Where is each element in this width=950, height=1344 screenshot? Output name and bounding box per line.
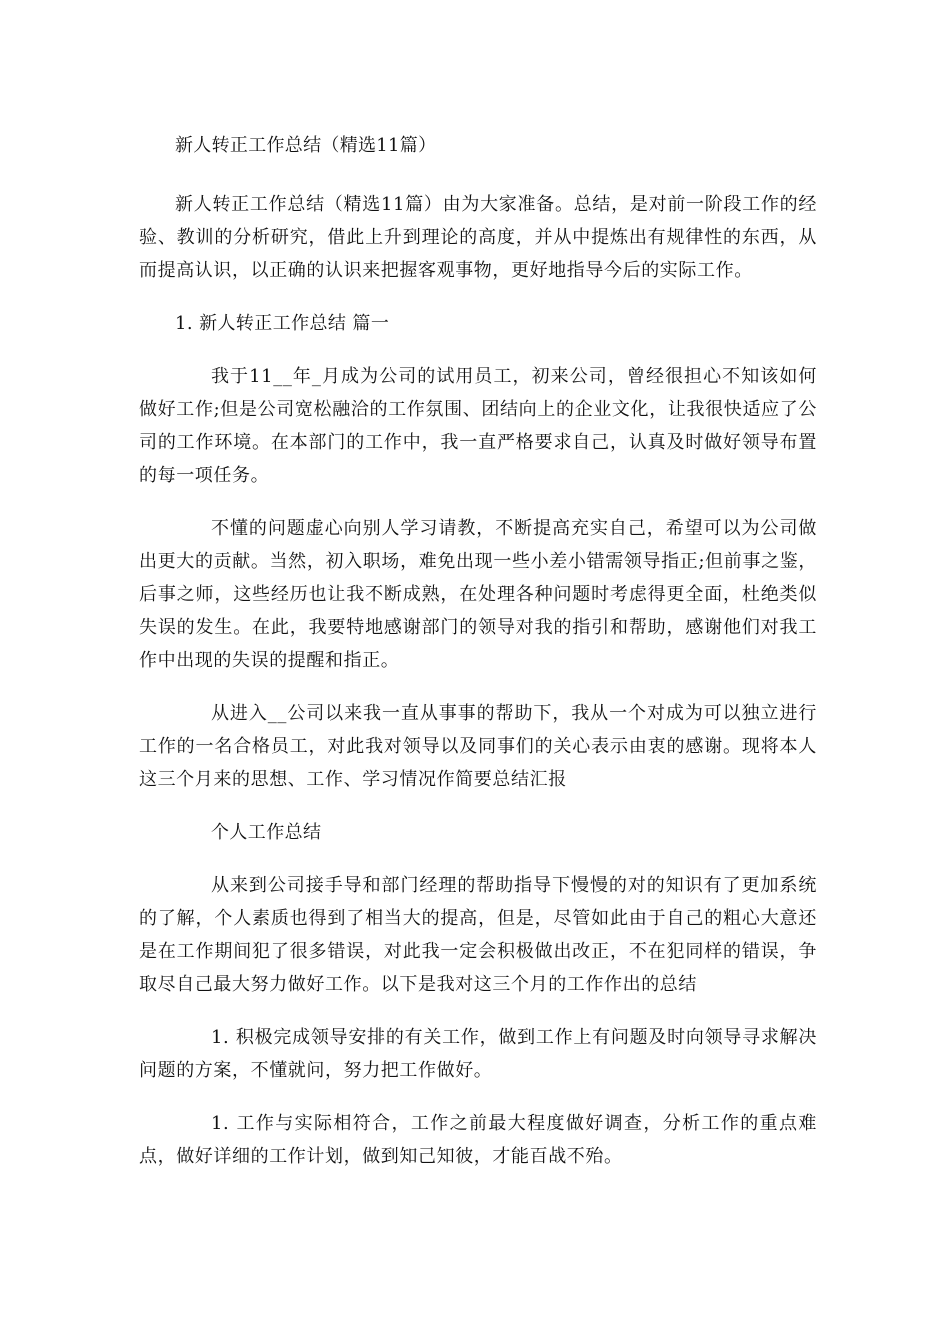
intro-paragraph: 新人转正工作总结（精选11篇）由为大家准备。总结，是对前一阶段工作的经验、教训的分析研究，借此上升到理论的高度，并从中提炼出有规律性的东西，从而提高认识，以正确的认识来把握客观事物，更好地指导今后的实际工作。	[139, 194, 817, 281]
section-heading-1: 1. 新人转正工作总结 篇一	[175, 313, 390, 334]
paragraph-3: 从进入__公司以来我一直从事事的帮助下，我从一个对成为可以独立进行工作的一名合格员工，对此我对领导以及同事们的关心表示由衷的感谢。现将本人这三个月来的思想、工作、学习情况作简要总结汇报	[139, 703, 817, 790]
list-item-2: 1. 工作与实际相符合，工作之前最大程度做好调查，分析工作的重点难点，做好详细的工作计划，做到知己知彼，才能百战不殆。	[139, 1113, 817, 1167]
subheading-personal-summary: 个人工作总结	[211, 822, 322, 843]
document-title: 新人转正工作总结（精选11篇）	[175, 135, 437, 156]
paragraph-2: 不懂的问题虚心向别人学习请教，不断提高充实自己，希望可以为公司做出更大的贡献。当然，初入职场，难免出现一些小差小错需领导指正;但前事之鉴，后事之师，这些经历也让我不断成熟，在处理各种问题时考虑得更全面，杜绝类似失误的发生。在此，我要特地感谢部门的领导对我的指引和帮助，感谢他们对我工作中出现的失误的提醒和指正。	[139, 518, 817, 671]
paragraph-4: 从来到公司接手导和部门经理的帮助指导下慢慢的对的知识有了更加系统的了解，个人素质也得到了相当大的提高，但是，尽管如此由于自己的粗心大意还是在工作期间犯了很多错误，对此我一定会积极做出改正，不在犯同样的错误，争取尽自己最大努力做好工作。以下是我对这三个月的工作作出的总结	[139, 875, 817, 995]
list-item-1: 1. 积极完成领导安排的有关工作，做到工作上有问题及时向领导寻求解决问题的方案，不懂就问，努力把工作做好。	[139, 1027, 817, 1081]
document-body	[139, 131, 817, 1193]
paragraph-1: 我于11__年_月成为公司的试用员工，初来公司，曾经很担心不知该如何做好工作;但是公司宽松融洽的工作氛围、团结向上的企业文化，让我很快适应了公司的工作环境。在本部门的工作中，我一直严格要求自己，认真及时做好领导布置的每一项任务。	[139, 366, 817, 486]
